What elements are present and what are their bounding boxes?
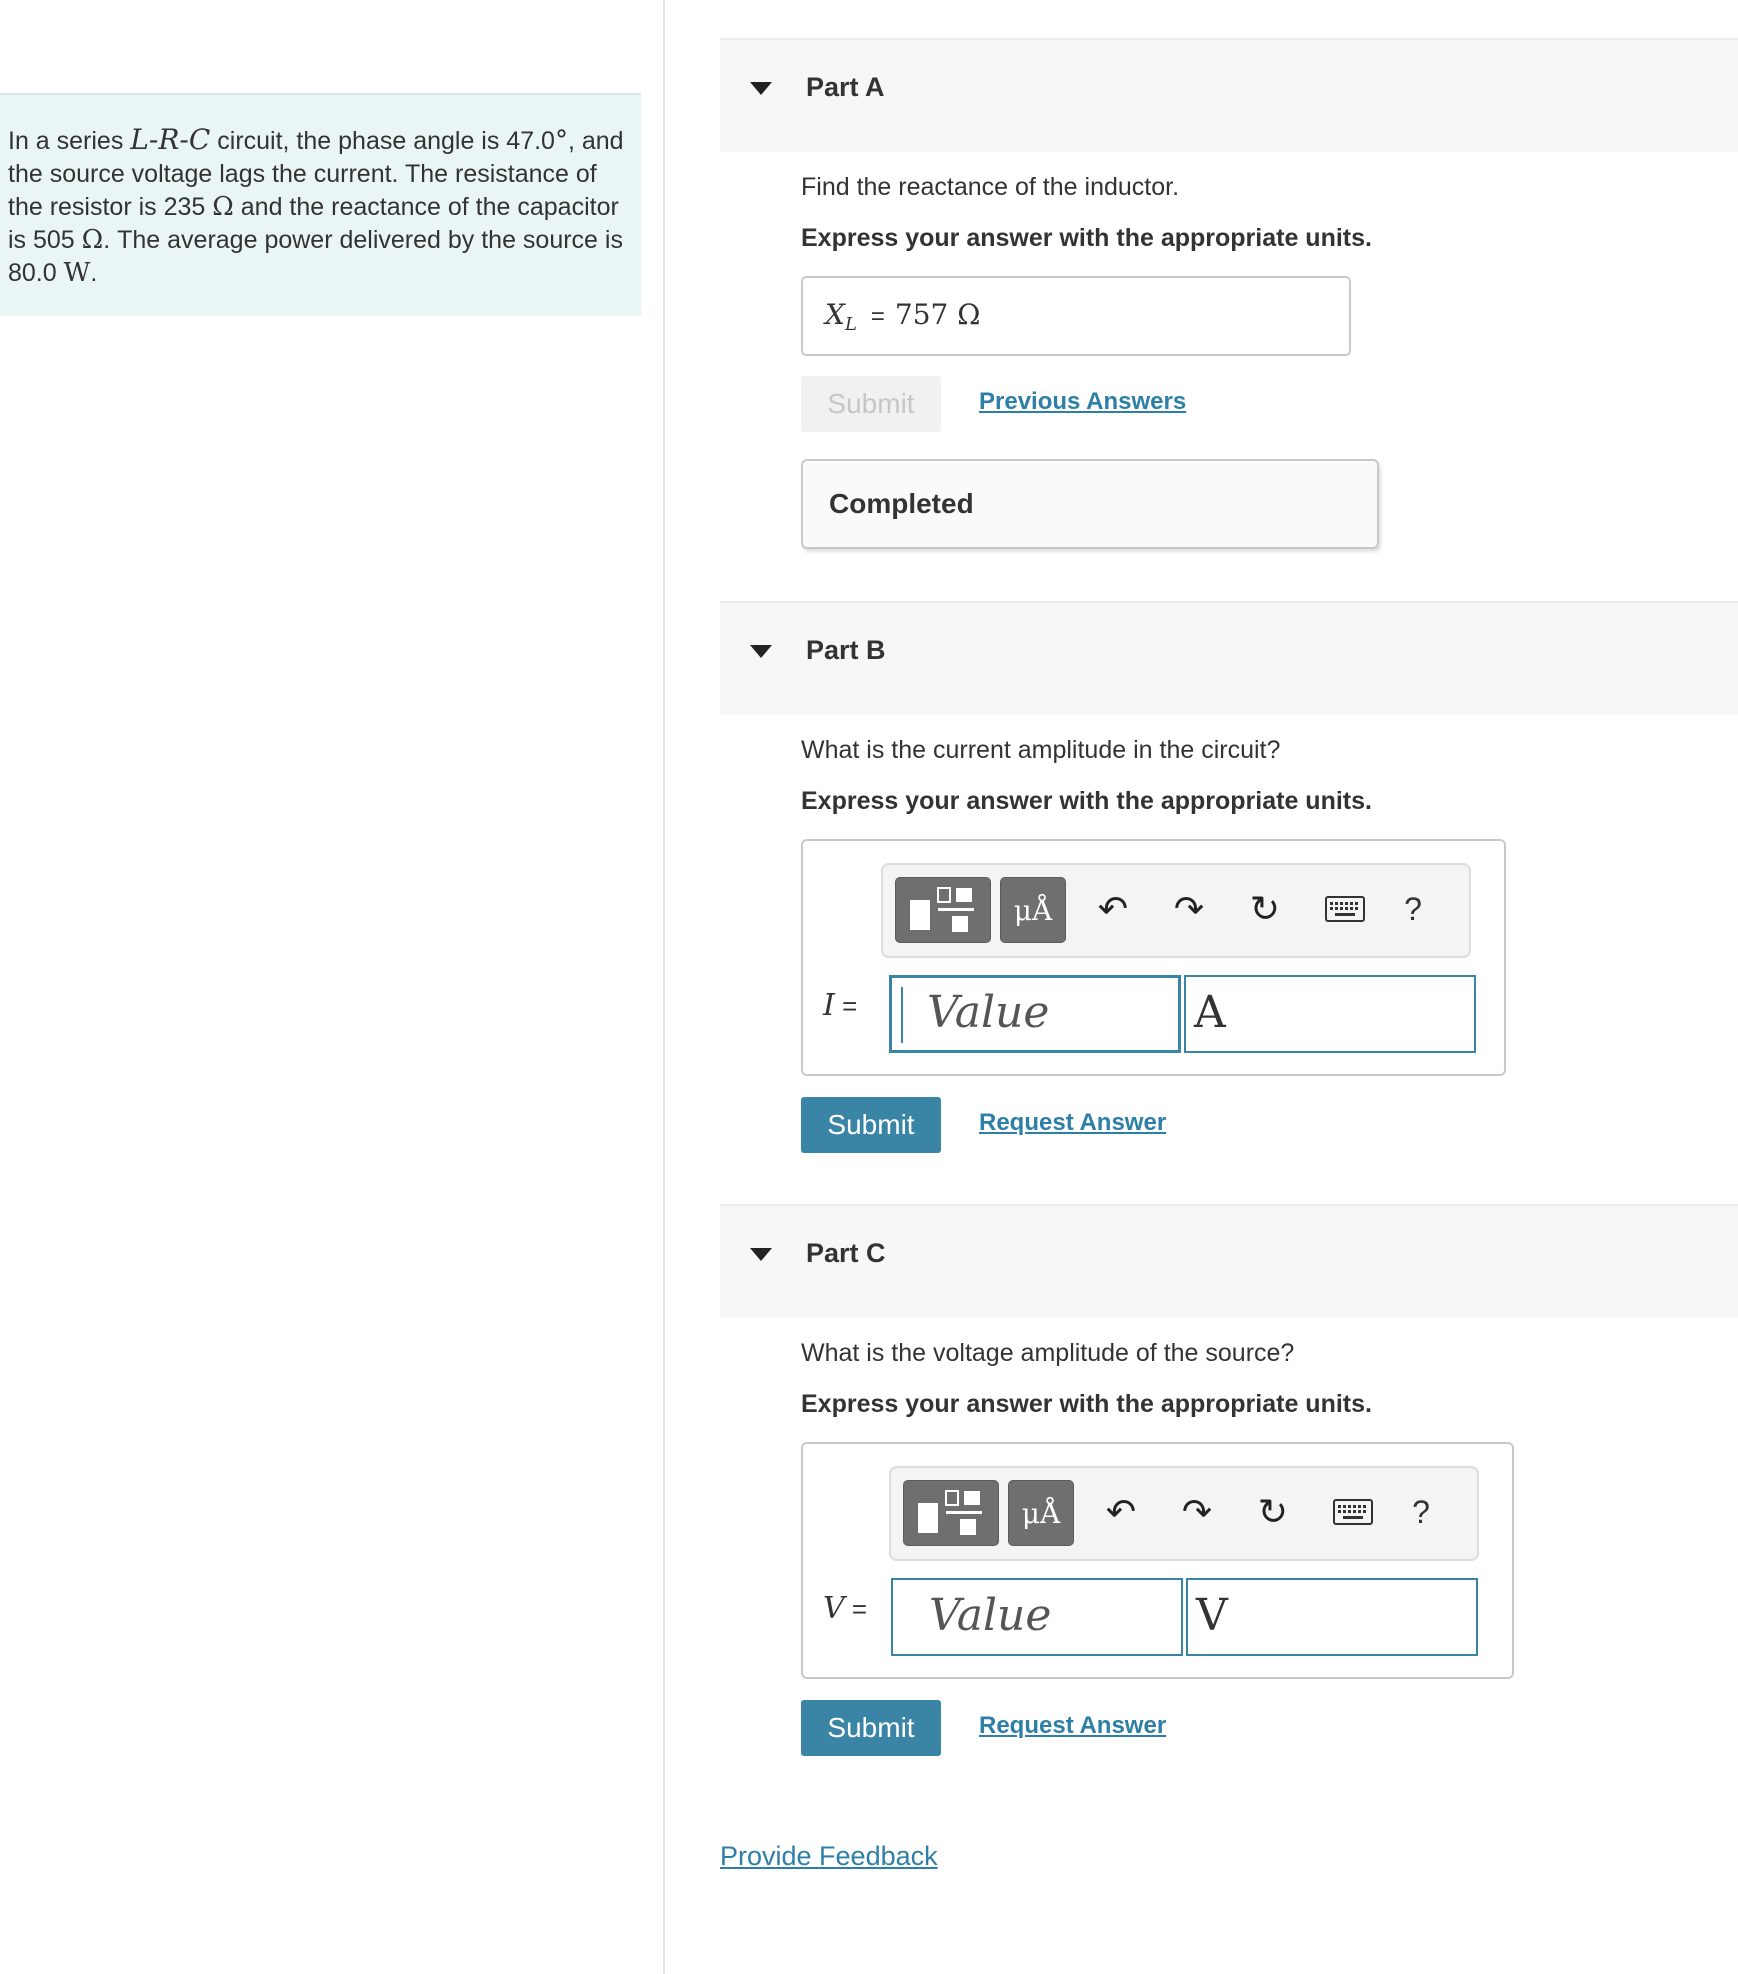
keyboard-icon[interactable] — [1315, 887, 1375, 931]
answer-variable-label — [823, 988, 857, 1023]
math-toolbar — [881, 863, 1471, 958]
equals-sign: = — [870, 303, 885, 330]
part-c-submit-button[interactable]: Submit — [801, 1700, 941, 1756]
units-icon[interactable]: μÅ — [1008, 1480, 1074, 1546]
undo-icon[interactable]: ↶ — [1105, 1491, 1137, 1532]
equals-sign: = — [842, 991, 858, 1021]
answer-subscript: L — [844, 314, 857, 335]
answer-value: 757 Ω — [894, 298, 981, 331]
problem-text: circuit, the phase angle is 47.0 — [210, 127, 555, 155]
part-b-title: Part B — [806, 635, 886, 665]
math-toolbar — [889, 1466, 1479, 1561]
help-icon[interactable]: ? — [1404, 891, 1422, 927]
keyboard-icon[interactable] — [1323, 1490, 1383, 1534]
collapse-triangle-icon[interactable] — [750, 82, 772, 95]
unit-value: A — [1194, 987, 1226, 1038]
part-a-submit-button[interactable]: Submit — [801, 376, 941, 432]
variable-v: V — [823, 1591, 845, 1626]
ohm-unit: Ω — [81, 225, 104, 255]
part-a-answer-display — [801, 276, 1351, 356]
equals-sign: = — [851, 1594, 868, 1624]
problem-statement — [0, 93, 641, 316]
collapse-triangle-icon[interactable] — [750, 1248, 772, 1261]
part-c-title: Part C — [806, 1238, 886, 1268]
degree-symbol: ° — [554, 126, 568, 156]
help-icon[interactable]: ? — [1412, 1494, 1430, 1530]
unit-input[interactable] — [1186, 1578, 1478, 1656]
part-c-prompt: What is the voltage amplitude of the source? — [801, 1339, 1295, 1367]
reset-icon[interactable]: ↻ — [1249, 888, 1281, 929]
part-c-answer-frame — [801, 1442, 1514, 1679]
problem-text: , and the source voltage lags the current. The resistance of the resistor is 235 — [8, 127, 624, 221]
previous-answers-link[interactable]: Previous Answers — [979, 388, 1187, 415]
completed-status: Completed — [801, 459, 1379, 549]
part-c-instruction: Express your answer with the appropriate units. — [801, 1390, 1372, 1418]
part-a-instruction: Express your answer with the appropriate units. — [801, 224, 1372, 252]
problem-text: and the reactance of the capacitor is 505 — [8, 193, 619, 254]
undo-icon[interactable]: ↶ — [1097, 888, 1129, 929]
watt-unit: W — [63, 258, 91, 288]
part-c-header[interactable] — [720, 1204, 1738, 1318]
reset-icon[interactable]: ↻ — [1257, 1491, 1289, 1532]
unit-input[interactable] — [1184, 975, 1476, 1053]
redo-icon[interactable]: ↷ — [1181, 1491, 1213, 1532]
part-b-instruction: Express your answer with the appropriate units. — [801, 787, 1372, 815]
templates-icon[interactable] — [903, 1480, 999, 1546]
part-a-title: Part A — [806, 72, 885, 102]
unit-value: V — [1196, 1590, 1228, 1641]
part-a-header[interactable] — [720, 38, 1738, 152]
value-input[interactable] — [889, 975, 1181, 1053]
answer-variable: X — [825, 298, 845, 331]
part-b-prompt: What is the current amplitude in the circuit? — [801, 736, 1281, 764]
redo-icon[interactable]: ↷ — [1173, 888, 1205, 929]
variable-i: I — [823, 988, 835, 1023]
value-placeholder: Value — [929, 1590, 1052, 1641]
templates-icon[interactable] — [895, 877, 991, 943]
value-placeholder: Value — [927, 987, 1050, 1038]
units-icon[interactable]: μÅ — [1000, 877, 1066, 943]
text-cursor — [901, 987, 903, 1043]
problem-text: In a series — [8, 127, 131, 155]
math-lrc: L-R-C — [130, 123, 211, 156]
collapse-triangle-icon[interactable] — [750, 645, 772, 658]
provide-feedback-link[interactable]: Provide Feedback — [720, 1841, 938, 1871]
part-b-submit-button[interactable]: Submit — [801, 1097, 941, 1153]
value-input[interactable] — [891, 1578, 1183, 1656]
problem-text: . — [90, 259, 98, 287]
answer-variable-label — [823, 1591, 867, 1626]
request-answer-link[interactable]: Request Answer — [979, 1109, 1167, 1136]
request-answer-link[interactable]: Request Answer — [979, 1712, 1167, 1739]
part-b-header[interactable] — [720, 601, 1738, 715]
problem-text: . The average power delivered by the source is 80.0 — [8, 226, 623, 287]
ohm-unit: Ω — [212, 192, 234, 222]
part-a-prompt: Find the reactance of the inductor. — [801, 173, 1180, 201]
problem-column — [0, 0, 665, 1974]
part-b-answer-frame — [801, 839, 1506, 1076]
